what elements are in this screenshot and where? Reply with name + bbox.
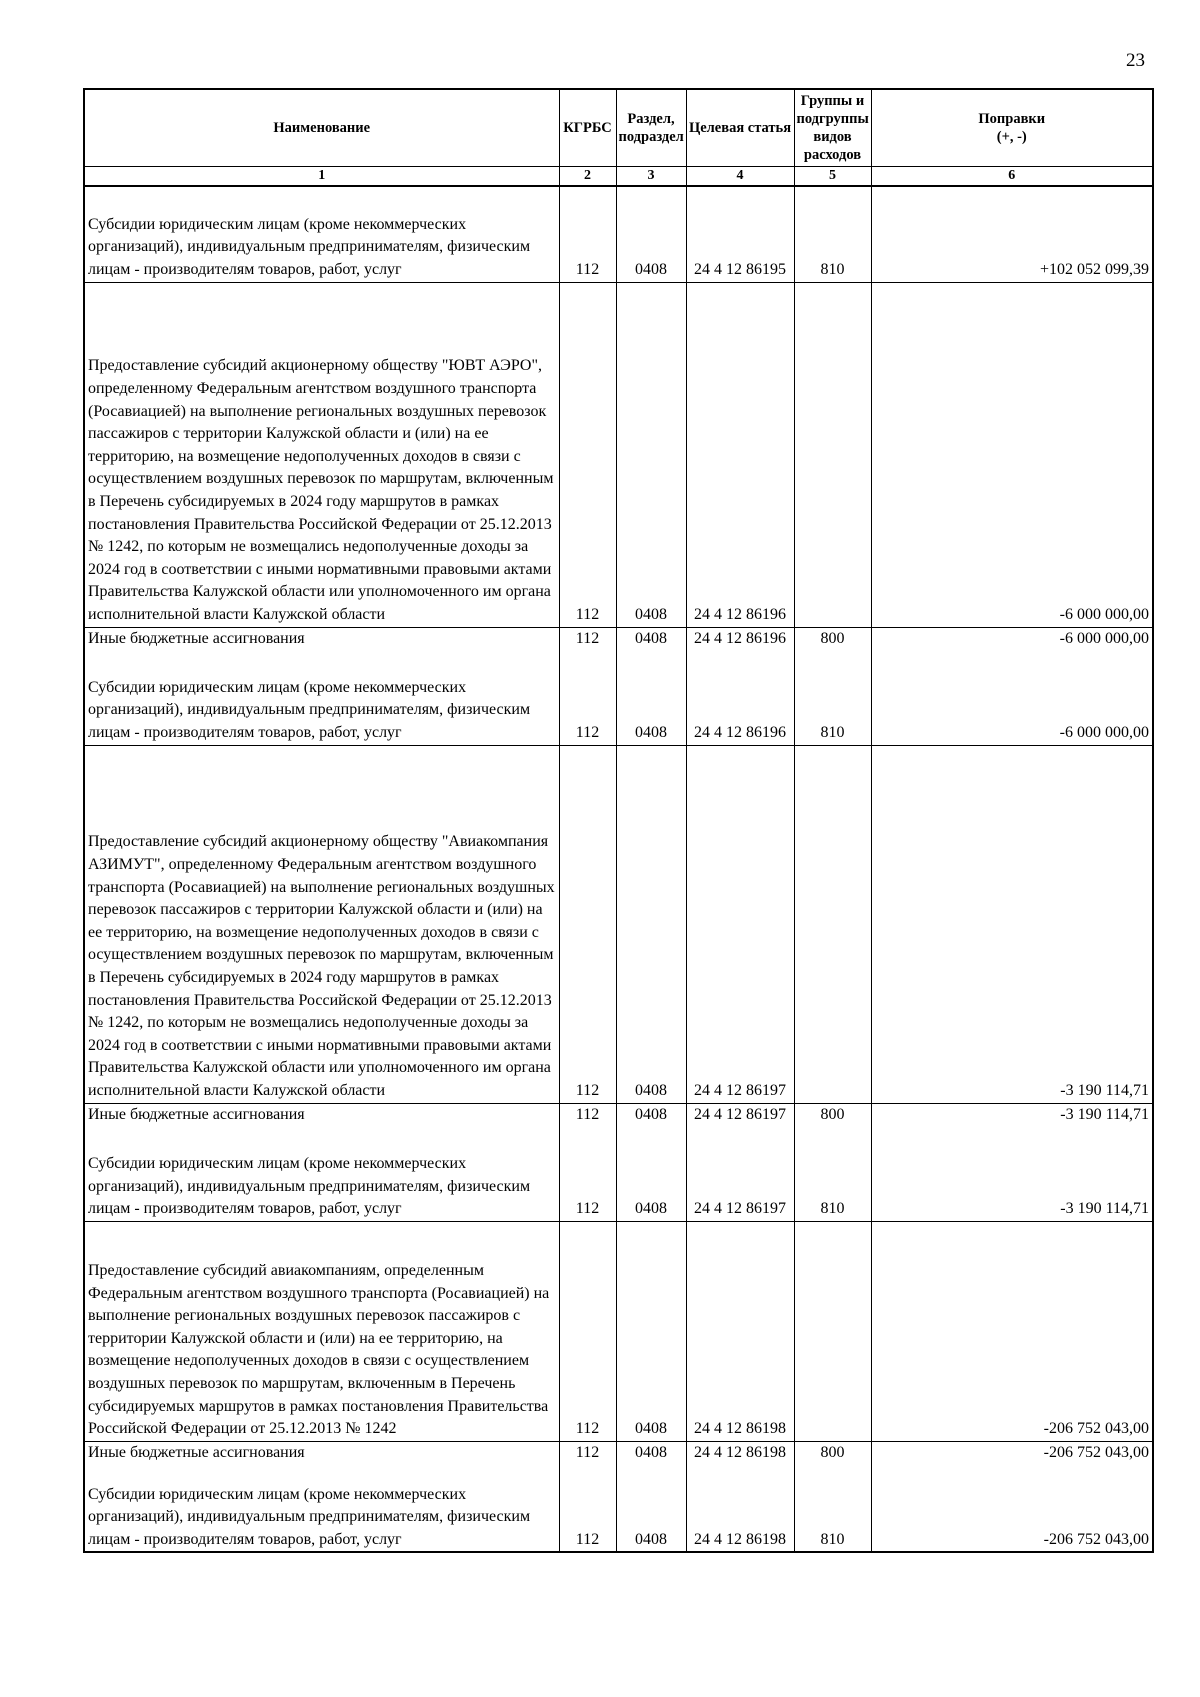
header-vid-raskhodov: Группы и подгруппы видов расходов [794, 89, 871, 167]
row-expense-type [794, 1221, 871, 1441]
row-amendment-amount: -206 752 043,00 [871, 1221, 1153, 1441]
row-kgrbs: 112 [559, 186, 616, 282]
row-amendment-amount: -3 190 114,71 [871, 1126, 1153, 1221]
row-razdel: 0408 [616, 1103, 686, 1126]
table-row [84, 1464, 1153, 1552]
row-name: Предоставление субсидий авиакомпаниям, определенным Федеральным агентством воздушного транспорта (Росавиацией) на выполнение региональных воздушных перевозок пассажиров с территории Калужской области и (или) на ее территорию, на возмещение недополученных доходов в связи с осуществлением воздушных перевозок по маршрутам, включенным в Перечень субсидируемых маршрутов в рамках постановления Правительства Российской Федерации от 25.12.2013 № 1242 [84, 1221, 559, 1441]
row-kgrbs: 112 [559, 627, 616, 650]
row-razdel: 0408 [616, 650, 686, 745]
row-name: Субсидии юридическим лицам (кроме некоммерческих организаций), индивидуальным предпринимателям, физическим лицам - производителям товаров, работ, услуг [84, 1464, 559, 1552]
row-amendment-amount: +102 052 099,39 [871, 186, 1153, 282]
row-expense-type: 810 [794, 186, 871, 282]
row-razdel: 0408 [616, 1441, 686, 1464]
row-amendment-amount: -6 000 000,00 [871, 282, 1153, 627]
row-target-article: 24 4 12 86196 [686, 627, 794, 650]
row-target-article: 24 4 12 86197 [686, 745, 794, 1103]
row-expense-type: 810 [794, 650, 871, 745]
row-expense-type: 810 [794, 1126, 871, 1221]
row-name: Иные бюджетные ассигнования [84, 1441, 559, 1464]
budget-amendments-table [83, 88, 1154, 1553]
row-razdel: 0408 [616, 1126, 686, 1221]
table-row [84, 1221, 1153, 1441]
row-kgrbs: 112 [559, 745, 616, 1103]
row-name: Субсидии юридическим лицам (кроме некоммерческих организаций), индивидуальным предпринимателям, физическим лицам - производителям товаров, работ, услуг [84, 650, 559, 745]
table-header-row [84, 89, 1153, 167]
header-name: Наименование [84, 89, 559, 167]
row-target-article: 24 4 12 86198 [686, 1441, 794, 1464]
row-target-article: 24 4 12 86197 [686, 1103, 794, 1126]
page-number: 23 [1126, 50, 1145, 71]
column-number: 5 [794, 167, 871, 187]
row-kgrbs: 112 [559, 1441, 616, 1464]
row-target-article: 24 4 12 86197 [686, 1126, 794, 1221]
table-row [84, 1441, 1153, 1464]
row-amendment-amount: -206 752 043,00 [871, 1441, 1153, 1464]
row-name: Субсидии юридическим лицам (кроме некоммерческих организаций), индивидуальным предпринимателям, физическим лицам - производителям товаров, работ, услуг [84, 1126, 559, 1221]
header-amendments [871, 89, 1153, 167]
table-row [84, 650, 1153, 745]
row-expense-type: 810 [794, 1464, 871, 1552]
row-razdel: 0408 [616, 745, 686, 1103]
row-name: Субсидии юридическим лицам (кроме некоммерческих организаций), индивидуальным предпринимателям, физическим лицам - производителям товаров, работ, услуг [84, 186, 559, 282]
row-kgrbs: 112 [559, 650, 616, 745]
row-amendment-amount: -3 190 114,71 [871, 1103, 1153, 1126]
row-target-article: 24 4 12 86196 [686, 282, 794, 627]
row-name: Иные бюджетные ассигнования [84, 1103, 559, 1126]
row-amendment-amount: -206 752 043,00 [871, 1464, 1153, 1552]
table-row [84, 1103, 1153, 1126]
column-number: 1 [84, 167, 559, 187]
row-target-article: 24 4 12 86198 [686, 1221, 794, 1441]
row-razdel: 0408 [616, 282, 686, 627]
row-kgrbs: 112 [559, 1126, 616, 1221]
column-number: 3 [616, 167, 686, 187]
row-razdel: 0408 [616, 186, 686, 282]
table-row [84, 627, 1153, 650]
table-row [84, 186, 1153, 282]
header-tselevaya: Целевая статья [686, 89, 794, 167]
row-razdel: 0408 [616, 1221, 686, 1441]
row-kgrbs: 112 [559, 1103, 616, 1126]
row-razdel: 0408 [616, 627, 686, 650]
row-expense-type: 800 [794, 1103, 871, 1126]
row-expense-type: 800 [794, 1441, 871, 1464]
column-number: 6 [871, 167, 1153, 187]
row-kgrbs: 112 [559, 1464, 616, 1552]
row-expense-type [794, 745, 871, 1103]
row-expense-type [794, 282, 871, 627]
header-amendments-sign: (+, -) [996, 129, 1027, 145]
column-numbers-row [84, 167, 1153, 187]
header-amendments-label: Поправки [978, 111, 1046, 127]
header-razdel: Раздел, подраздел [616, 89, 686, 167]
row-amendment-amount: -6 000 000,00 [871, 627, 1153, 650]
column-number: 4 [686, 167, 794, 187]
row-target-article: 24 4 12 86195 [686, 186, 794, 282]
table-row [84, 745, 1153, 1103]
row-razdel: 0408 [616, 1464, 686, 1552]
column-number: 2 [559, 167, 616, 187]
table-row [84, 1126, 1153, 1221]
row-name: Иные бюджетные ассигнования [84, 627, 559, 650]
row-name: Предоставление субсидий акционерному обществу "ЮВТ АЭРО", определенному Федеральным агентством воздушного транспорта (Росавиацией) на выполнение региональных воздушных перевозок пассажиров с территории Калужской области и (или) на ее территорию, на возмещение недополученных доходов в связи с осуществлением воздушных перевозок по маршрутам, включенным в Перечень субсидируемых в 2024 году маршрутов в рамках постановления Правительства Российской Федерации от 25.12.2013 № 1242, по которым не возмещались недополученные доходы за 2024 год в соответствии с иными нормативными правовыми актами Правительства Калужской области или уполномоченного им органа исполнительной власти Калужской области [84, 282, 559, 627]
row-target-article: 24 4 12 86198 [686, 1464, 794, 1552]
row-amendment-amount: -3 190 114,71 [871, 745, 1153, 1103]
header-kgrbs: КГРБС [559, 89, 616, 167]
row-kgrbs: 112 [559, 1221, 616, 1441]
row-expense-type: 800 [794, 627, 871, 650]
row-kgrbs: 112 [559, 282, 616, 627]
table-row [84, 282, 1153, 627]
row-name: Предоставление субсидий акционерному обществу "Авиакомпания АЗИМУТ", определенному Федеральным агентством воздушного транспорта (Росавиацией) на выполнение региональных воздушных перевозок пассажиров с территории Калужской области и (или) на ее территорию, на возмещение недополученных доходов в связи с осуществлением воздушных перевозок по маршрутам, включенным в Перечень субсидируемых в 2024 году маршрутов в рамках постановления Правительства Российской Федерации от 25.12.2013 № 1242, по которым не возмещались недополученные доходы за 2024 год в соответствии с иными нормативными правовыми актами Правительства Калужской области или уполномоченного им органа исполнительной власти Калужской области [84, 745, 559, 1103]
row-amendment-amount: -6 000 000,00 [871, 650, 1153, 745]
row-target-article: 24 4 12 86196 [686, 650, 794, 745]
